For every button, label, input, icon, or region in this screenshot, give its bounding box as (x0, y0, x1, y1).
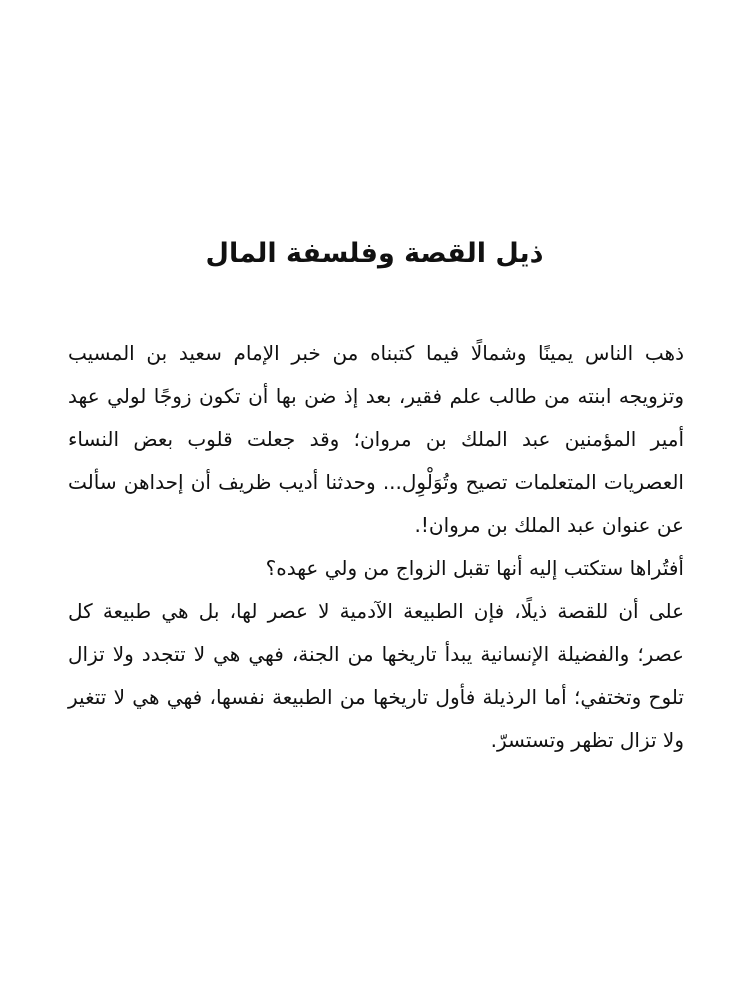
document-body (68, 332, 684, 762)
paragraph-3: على أن للقصة ذيلًا، فإن الطبيعة الآدمية لا عصر لها، بل هي طبيعة كل عصر؛ والفضيلة الإنسانية يبدأ تاريخها من الجنة، فهي هي لا تتجدد ولا تزال تلوح وتختفي؛ أما الرذيلة فأول تاريخها من الطبيعة نفسها، فهي هي لا تتغير ولا تزال تظهر وتستسرّ. (68, 599, 684, 752)
paragraph-1: ذهب الناس يمينًا وشمالًا فيما كتبناه من خبر الإمام سعيد بن المسيب وتزويجه ابنته من طالب علم فقير، بعد إذ ضن بها أن تكون زوجًا لولي عهد أمير المؤمنين عبد الملك بن مروان؛ وقد جعلت قلوب بعض النساء العصريات المتعلمات تصيح وتُوَلْوِل... وحدثنا أديب ظريف أن إحداهن سألت عن عنوان عبد الملك بن مروان!. (68, 341, 684, 537)
paragraph-2: أفتُراها ستكتب إليه أنها تقبل الزواج من ولي عهده؟ (265, 556, 684, 580)
page-title: ذيل القصة وفلسفة المال (205, 238, 544, 269)
